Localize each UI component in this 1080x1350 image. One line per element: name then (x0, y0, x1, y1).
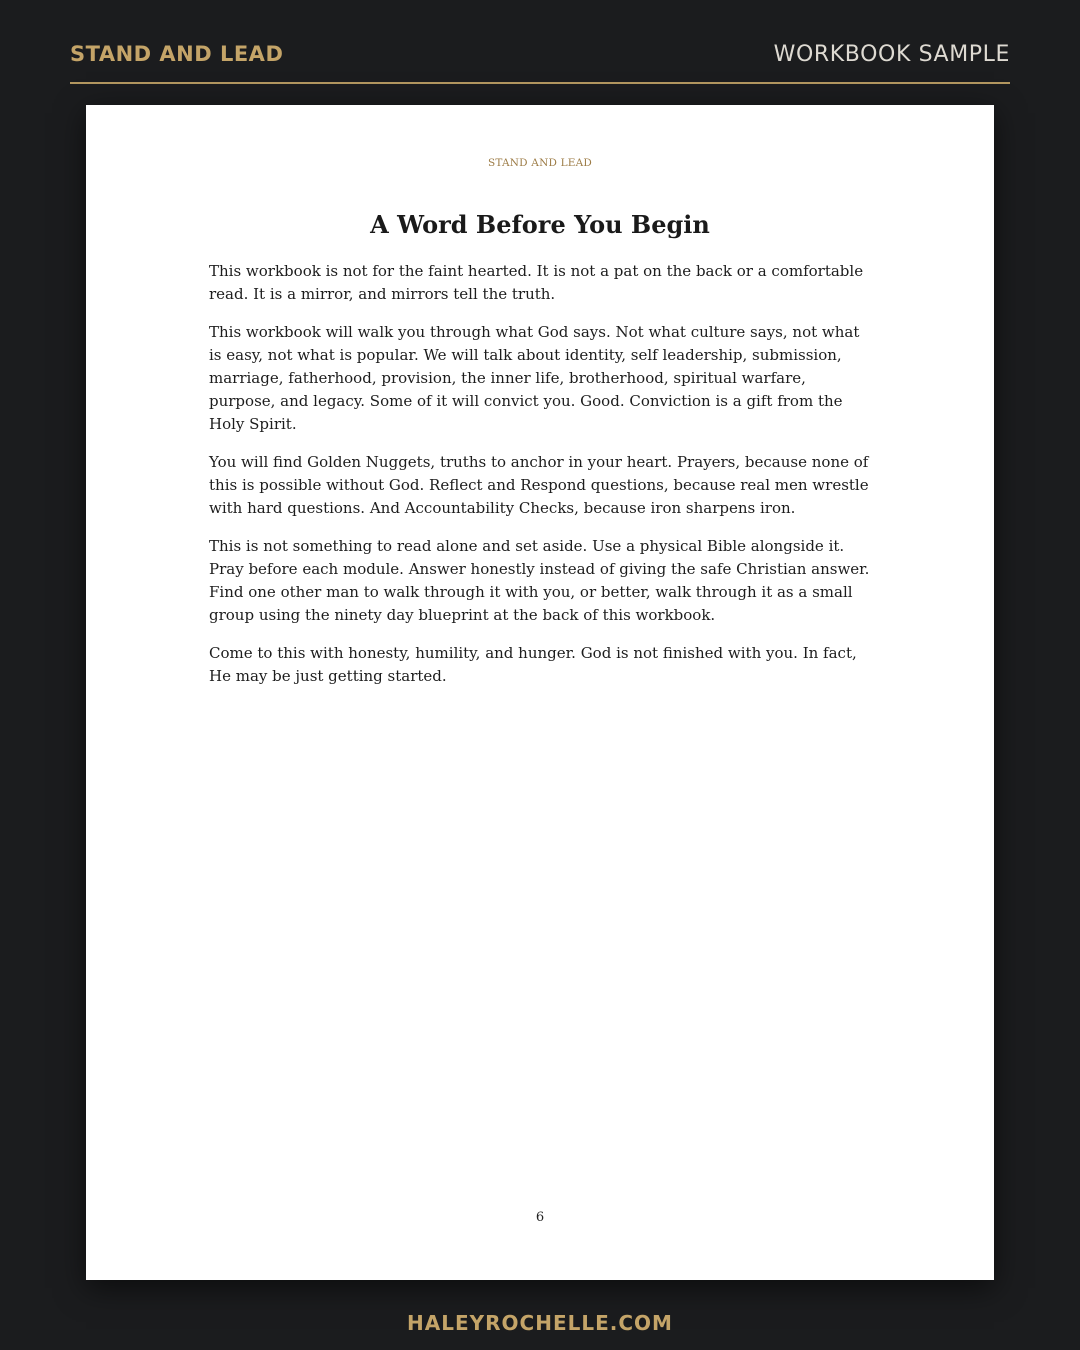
workbook-sample-label: WORKBOOK SAMPLE (773, 42, 1010, 67)
body-paragraph: You will find Golden Nuggets, truths to anchor in your heart. Prayers, because none of this is possible without God. Reflect and Respond questions, because real men wrestle with hard questions. And Accountability Checks, because iron sharpens iron. (209, 453, 869, 517)
body-paragraph: This is not something to read alone and set aside. Use a physical Bible alongside it. Pray before each module. Answer honestly instead of giving the safe Christian answer. Find one other man to walk through it with you, or better, walk through it as a small group using the ninety day blueprint at the back of this workbook. (209, 537, 870, 624)
running-head: STAND AND LEAD (487, 157, 593, 169)
header-divider (70, 82, 1010, 84)
page-body (209, 260, 875, 703)
body-paragraph: This workbook is not for the faint hearted. It is not a pat on the back or a comfortable read. It is a mirror, and mirrors tell the truth. (209, 262, 864, 303)
brand-title: STAND AND LEAD (70, 42, 284, 66)
page-title: A Word Before You Begin (370, 210, 710, 239)
page-number: 6 (535, 1210, 545, 1225)
workbook-page (86, 105, 994, 1280)
body-paragraph: This workbook will walk you through what God says. Not what culture says, not what is easy, not what is popular. We will talk about identity, self leadership, submission, marriage, fatherhood, provision, the inner life, brotherhood, spiritual warfare, purpose, and legacy. Some of it will convict you. Good. Conviction is a gift from the Holy Spirit. (209, 323, 860, 433)
footer-website[interactable]: HALEYROCHELLE.COM (407, 1311, 673, 1335)
body-paragraph: Come to this with honesty, humility, and hunger. God is not finished with you. In fact, He may be just getting started. (209, 644, 857, 685)
